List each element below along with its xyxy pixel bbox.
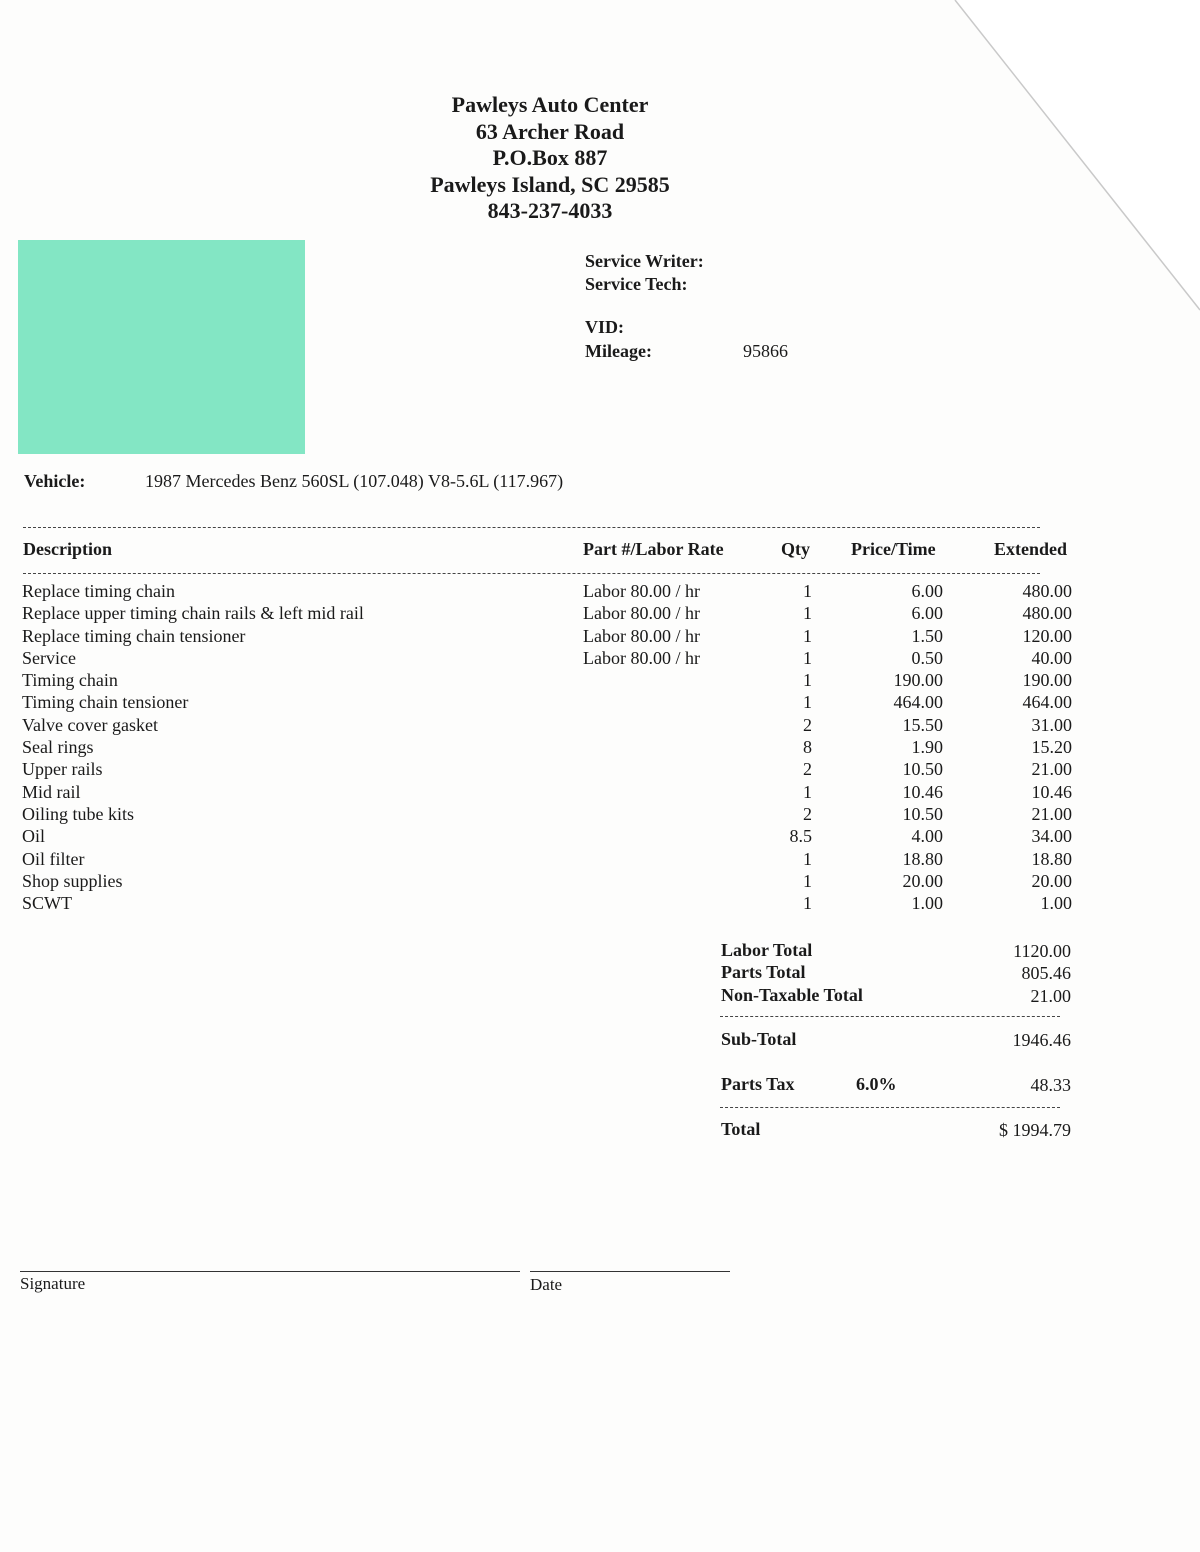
mileage-value: 95866 [743,341,788,361]
subtotal-label: Sub-Total [721,1029,797,1049]
column-header-qty: Qty [781,539,810,559]
item-price-time: 190.00 [893,670,943,691]
item-price-time: 464.00 [893,692,943,713]
item-extended: 18.80 [1031,848,1072,869]
mileage-label: Mileage: [585,341,652,361]
item-extended: 464.00 [1022,692,1072,713]
item-qty: 1 [803,647,812,668]
shop-name: Pawleys Auto Center [451,92,649,117]
divider-top [23,527,1040,528]
column-header-part: Part #/Labor Rate [583,539,724,559]
item-description: Service [22,647,76,668]
item-qty: 1 [803,870,812,891]
parts-total-label: Parts Total [721,962,806,982]
divider-header [23,573,1040,574]
divider-total [720,1107,1060,1108]
table-row [0,603,1200,625]
table-row [0,648,1200,670]
item-qty: 1 [803,581,812,601]
item-qty: 1 [803,625,812,646]
item-description: Mid rail [22,781,81,802]
vehicle-value: 1987 Mercedes Benz 560SL (107.048) V8-5.6L (117.967) [145,471,564,491]
item-extended: 190.00 [1022,670,1072,691]
item-description: Oiling tube kits [22,803,134,824]
table-row [0,670,1200,692]
item-part-labor-rate: Labor 80.00 / hr [583,625,700,646]
item-description: Replace upper timing chain rails & left mid rail [22,603,364,624]
item-extended: 34.00 [1031,826,1072,847]
item-part-labor-rate: Labor 80.00 / hr [583,647,700,668]
item-extended: 21.00 [1031,759,1072,780]
item-description: Oil [22,826,46,847]
item-extended: 480.00 [1022,603,1072,624]
item-description: Seal rings [22,737,94,758]
table-row [0,893,1200,915]
item-extended: 40.00 [1031,647,1072,668]
item-extended: 1.00 [1040,893,1072,914]
item-description: Replace timing chain tensioner [22,625,246,646]
table-row [0,581,1200,603]
item-price-time: 0.50 [911,647,943,668]
table-row [0,849,1200,871]
table-row [0,626,1200,648]
item-description: Replace timing chain [22,581,175,601]
item-qty: 1 [803,781,812,802]
table-row [0,759,1200,781]
column-header-extended: Extended [994,539,1068,559]
parts-tax-label: Parts Tax [721,1074,795,1094]
item-extended: 20.00 [1031,870,1072,891]
shop-city: Pawleys Island, SC 29585 [430,171,670,197]
item-extended: 120.00 [1022,625,1072,646]
item-extended: 21.00 [1031,803,1072,824]
item-qty: 2 [803,803,812,824]
item-extended: 15.20 [1031,737,1072,758]
shop-header [350,92,750,225]
item-qty: 8 [803,737,812,758]
item-qty: 2 [803,759,812,780]
subtotal-value: 1946.46 [1012,1030,1071,1050]
column-header-price: Price/Time [851,539,936,559]
item-qty: 8.5 [789,826,812,847]
item-qty: 1 [803,692,812,713]
item-description: Shop supplies [22,870,123,891]
nontaxable-total-label: Non-Taxable Total [721,985,863,1005]
item-price-time: 1.50 [911,625,943,646]
parts-tax-rate: 6.0% [856,1074,897,1094]
date-label: Date [530,1275,563,1294]
parts-total-value: 805.46 [1021,963,1071,983]
item-extended: 10.46 [1031,781,1072,802]
signature-line[interactable] [20,1271,520,1272]
item-price-time: 10.50 [902,759,943,780]
item-price-time: 6.00 [911,603,943,624]
item-description: Upper rails [22,759,103,780]
table-row [0,737,1200,759]
table-row [0,871,1200,893]
labor-total-value: 1120.00 [1013,941,1071,961]
labor-total-label: Labor Total [721,940,813,960]
item-description: Valve cover gasket [22,714,158,735]
table-row [0,826,1200,848]
total-value: $ 1994.79 [999,1120,1071,1140]
signature-label: Signature [20,1274,86,1293]
item-qty: 2 [803,714,812,735]
item-price-time: 18.80 [902,848,943,869]
item-price-time: 10.50 [902,803,943,824]
shop-pobox: P.O.Box 887 [492,145,608,170]
item-qty: 1 [803,670,812,691]
service-writer-label: Service Writer: [585,251,704,271]
item-description: Oil filter [22,848,85,869]
item-qty: 1 [803,603,812,624]
table-row [0,692,1200,714]
item-qty: 1 [803,893,812,914]
service-tech-label: Service Tech: [585,274,688,294]
item-price-time: 1.90 [911,737,943,758]
divider-subtotal [720,1016,1060,1017]
line-items-table [0,581,1200,915]
item-price-time: 4.00 [911,826,943,847]
item-qty: 1 [803,848,812,869]
item-price-time: 6.00 [911,581,943,601]
item-extended: 31.00 [1031,714,1072,735]
item-description: Timing chain [22,670,118,691]
item-part-labor-rate: Labor 80.00 / hr [583,603,700,624]
item-price-time: 20.00 [902,870,943,891]
item-description: Timing chain tensioner [22,692,189,713]
item-part-labor-rate: Labor 80.00 / hr [583,581,700,601]
item-extended: 480.00 [1022,581,1072,601]
column-header-description: Description [23,539,112,559]
redacted-customer-block [18,240,305,454]
shop-phone: 843-237-4033 [487,198,613,223]
vid-label: VID: [585,317,624,337]
item-price-time: 15.50 [902,714,943,735]
table-row [0,804,1200,826]
parts-tax-value: 48.33 [1030,1075,1071,1095]
shop-street: 63 Archer Road [475,118,625,144]
table-row [0,715,1200,737]
vehicle-label: Vehicle: [24,471,86,491]
item-price-time: 1.00 [911,893,943,914]
total-label: Total [721,1119,761,1139]
nontaxable-total-value: 21.00 [1030,986,1071,1006]
item-price-time: 10.46 [902,781,943,802]
table-row [0,782,1200,804]
item-description: SCWT [22,893,73,914]
date-line[interactable] [530,1271,730,1272]
